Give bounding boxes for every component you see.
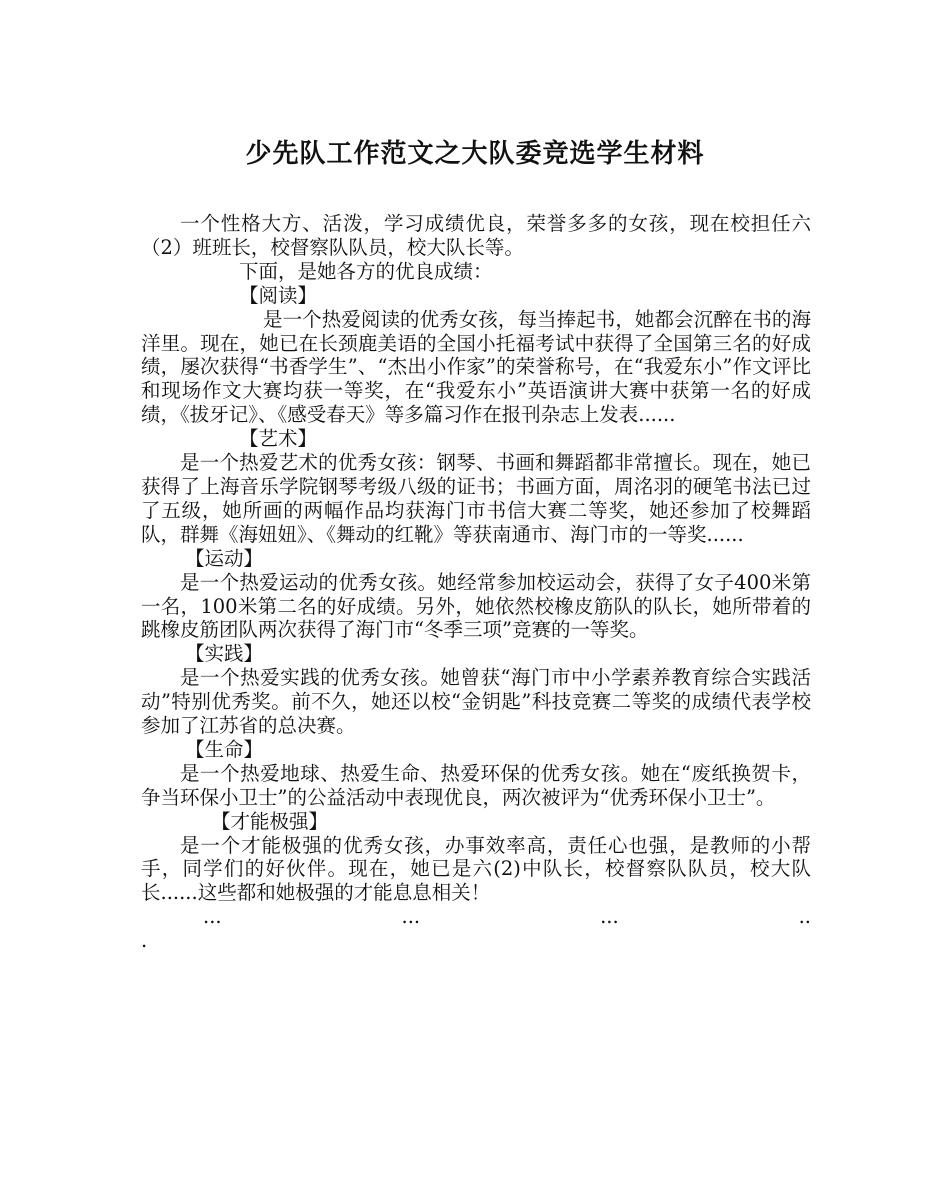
ellipsis-2: ... [401,905,421,929]
section-heading-talent: 【才能极强】 [211,809,329,833]
section-body-reading: 是一个热爱阅读的优秀女孩，每当捧起书，她都会沉醉在书的海洋里。现在，她已在长颈鹿美语的全国小托福考试中获得了全国第三名的好成绩，屡次获得“书香学生”、“杰出小作家”的荣誉称号，在“我爱东小”作文评比和现场作文大赛均获一等奖，在“我爱东小”英语演讲大赛中获第一名的好成绩，《拔牙记》、《感受春天》等多篇习作在报刊杂志上发表...... [141,307,811,427]
section-heading-life: 【生命】 [185,737,264,761]
document-body [141,212,811,953]
section-body-art: 是一个热爱艺术的优秀女孩：钢琴、书画和舞蹈都非常擅长。现在，她已获得了上海音乐学院钢琴考级八级的证书；书画方面，周洺羽的硬笔书法已过了五级，她所画的两幅作品均获海门市书信大赛二等奖，她还参加了校舞蹈队，群舞《海妞妞》、《舞动的红靴》等获南通市、海门市的一等奖...... [141,451,811,546]
section-body-sport: 是一个热爱运动的优秀女孩。她经常参加校运动会，获得了女子400米第一名，100米第二名的好成绩。另外，她依然校橡皮筋队的队长，她所带着的跳橡皮筋团队两次获得了海门市“冬季三项”竞赛的一等奖。 [141,570,811,642]
section-heading-practice: 【实践】 [185,642,264,666]
section-body-talent: 是一个才能极强的优秀女孩，办事效率高，责任心也强，是教师的小帮手，同学们的好伙伴。现在，她已是六(2)中队长，校督察队队员，校大队长......这些都和她极强的才能息息相关！ [141,833,811,905]
intro-paragraph: 一个性格大方、活泼，学习成绩优良，荣誉多多的女孩，现在校担任六（2）班班长，校督察队队员，校大队长等。 [141,212,811,259]
subintro-line: 下面，是她各方的优良成绩： [239,259,493,283]
ellipsis-4: .. [798,905,811,929]
section-heading-sport: 【运动】 [185,546,264,570]
ellipsis-line [141,905,811,929]
ellipsis-3: ... [600,905,619,929]
section-heading-reading: 【阅读】 [239,283,318,307]
section-body-life: 是一个热爱地球、热爱生命、热爱环保的优秀女孩。她在“废纸换贺卡，争当环保小卫士”的公益活动中表现优良，两次被评为“优秀环保小卫士”。 [141,761,811,809]
section-body-practice: 是一个热爱实践的优秀女孩。她曾获“海门市中小学素养教育综合实践活动”特别优秀奖。前不久，她还以校“金钥匙”科技竞赛二等奖的成绩代表学校参加了江苏省的总决赛。 [141,666,811,738]
ellipsis-tail: . [141,929,148,953]
document-title: 少先队工作范文之大队委竞选学生材料 [245,139,705,169]
ellipsis-1: ... [203,905,222,929]
section-heading-art: 【艺术】 [239,427,318,451]
